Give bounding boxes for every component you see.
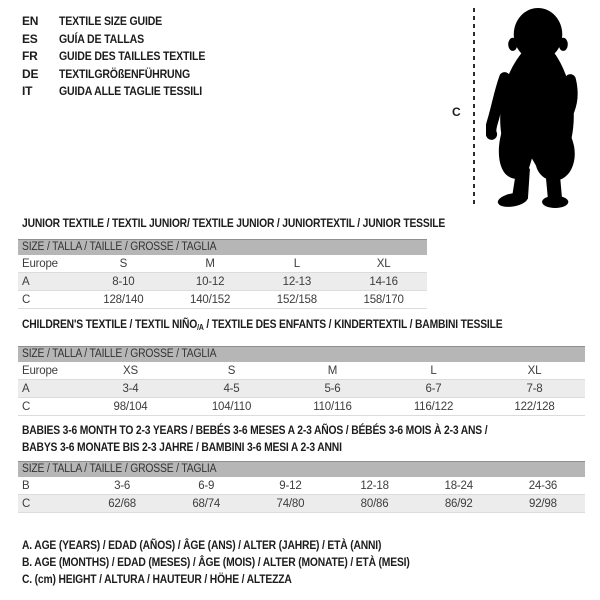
value-cell: 92/98 [529, 497, 557, 510]
value-cell: 5-6 [324, 382, 341, 395]
section-heading-junior: JUNIOR TEXTILE / TEXTIL JUNIOR/ TEXTILE JUNIOR / JUNIORTEXTIL / JUNIOR TESSILE [22, 216, 446, 230]
row-label-cell: Europe [22, 257, 58, 270]
size-table-header [18, 461, 585, 477]
value-cell: S [119, 257, 128, 270]
value-cell: 9-12 [279, 479, 302, 492]
row-label-cell: C [22, 293, 31, 306]
value-cell: 3-4 [122, 382, 139, 395]
language-title: TEXTILE SIZE GUIDE [59, 14, 163, 28]
value-cell: 74/80 [276, 497, 305, 510]
size-table-junior [18, 239, 427, 309]
table-row-b [18, 477, 585, 495]
value-cell: 7-8 [526, 382, 543, 395]
language-row [22, 13, 225, 31]
table-row-europe [18, 255, 427, 273]
value-cell: XL [527, 364, 542, 377]
size-table-header-text: SIZE / TALLA / TAILLE / GRÖSSE / TAGLIA [22, 241, 217, 253]
section-heading-babies [22, 422, 487, 456]
value-cell: M [205, 257, 215, 270]
language-row [22, 83, 225, 101]
table-row-europe [18, 362, 585, 380]
heading-line2: BABYS 3-6 MONATE BIS 2-3 JAHRE / BAMBINI 3-6 MESI A 2-3 ANNI [22, 440, 342, 454]
language-title-list [22, 13, 225, 101]
row-label-cell: B [22, 479, 30, 492]
height-label-c: C [452, 105, 461, 119]
footnote-line-a: A. AGE (YEARS) / EDAD (AÑOS) / ÂGE (ANS) / ALTER (JAHRE) / ETÀ (ANNI) [22, 538, 382, 552]
table-row-a [18, 273, 427, 291]
heading-subscript: /A [197, 323, 204, 332]
value-cell: 8-10 [112, 275, 135, 288]
table-row-c [18, 495, 585, 513]
value-cell: 116/122 [413, 400, 454, 413]
value-cell: 104/110 [211, 400, 252, 413]
size-table-header [18, 239, 427, 255]
footnote-line-c: C. (cm) HEIGHT / ALTURA / HAUTEUR / HÖHE / ALTEZZA [22, 572, 292, 586]
value-cell: L [293, 257, 300, 270]
language-row [22, 48, 225, 66]
heading-prefix: CHILDREN'S TEXTILE / TEXTIL NIÑO [22, 317, 198, 331]
row-label-cell: C [22, 497, 31, 510]
value-cell: 86/92 [444, 497, 473, 510]
language-code: EN [22, 14, 39, 28]
size-table-header-text: SIZE / TALLA / TAILLE / GRÖSSE / TAGLIA [22, 463, 217, 475]
table-row-a [18, 380, 585, 398]
value-cell: XS [123, 364, 138, 377]
value-cell: 12-13 [282, 275, 312, 288]
size-table-header-text: SIZE / TALLA / TAILLE / GRÖSSE / TAGLIA [22, 348, 217, 360]
language-title: GUÍA DE TALLAS [59, 31, 144, 46]
language-row [22, 31, 225, 49]
value-cell: 18-24 [444, 479, 473, 492]
size-table-babies [18, 461, 585, 513]
value-cell: S [227, 364, 236, 377]
value-cell: 6-9 [198, 479, 215, 492]
value-cell: 152/158 [276, 293, 317, 306]
row-label-cell: A [22, 382, 30, 395]
value-cell: 98/104 [113, 400, 148, 413]
language-title: TEXTILGRÖßENFÜHRUNG [59, 66, 191, 81]
footnote-line-b: B. AGE (MONTHS) / EDAD (MESES) / ÂGE (MOIS) / ALTER (MONATE) / ETÀ (MESI) [22, 555, 410, 569]
row-label-cell: C [22, 400, 31, 413]
language-code: IT [22, 84, 33, 98]
height-measure-line [473, 8, 475, 208]
value-cell: 12-18 [360, 479, 389, 492]
value-cell: 10-12 [195, 275, 225, 288]
row-label-cell: Europe [22, 364, 58, 377]
value-cell: 6-7 [425, 382, 442, 395]
value-cell: 122/128 [514, 400, 555, 413]
baby-silhouette-icon [486, 7, 588, 209]
language-code: ES [22, 31, 38, 46]
value-cell: 140/152 [190, 293, 231, 306]
language-title: GUIDA ALLE TAGLIE TESSILI [59, 84, 203, 98]
value-cell: 68/74 [192, 497, 221, 510]
language-row [22, 66, 225, 84]
value-cell: XL [376, 257, 391, 270]
value-cell: 158/170 [363, 293, 404, 306]
language-title: GUIDE DES TAILLES TEXTILE [59, 49, 206, 63]
table-row-c [18, 291, 427, 309]
value-cell: L [430, 364, 437, 377]
heading-suffix: / TEXTILE DES ENFANTS / KINDERTEXTIL / BAMBINI TESSILE [203, 317, 503, 331]
value-cell: 128/140 [103, 293, 144, 306]
value-cell: 62/68 [108, 497, 136, 510]
section-heading-children [22, 316, 502, 336]
value-cell: 14-16 [369, 275, 398, 288]
row-label-cell: A [22, 275, 30, 288]
value-cell: 110/116 [313, 400, 352, 413]
value-cell: 3-6 [114, 479, 131, 492]
language-code: FR [22, 49, 38, 63]
value-cell: 4-5 [223, 382, 240, 395]
size-table-children [18, 346, 585, 416]
value-cell: 24-36 [528, 479, 558, 492]
footnotes [22, 537, 473, 588]
table-row-c [18, 398, 585, 416]
heading-line1: BABIES 3-6 MONTH TO 2-3 YEARS / BEBÉS 3-6 MESES A 2-3 AÑOS / BÉBÉS 3-6 MOIS À 2-3 ANS / [22, 423, 488, 437]
value-cell: 80/86 [360, 497, 389, 510]
value-cell: M [327, 364, 338, 377]
size-table-header [18, 346, 585, 362]
language-code: DE [22, 66, 39, 81]
